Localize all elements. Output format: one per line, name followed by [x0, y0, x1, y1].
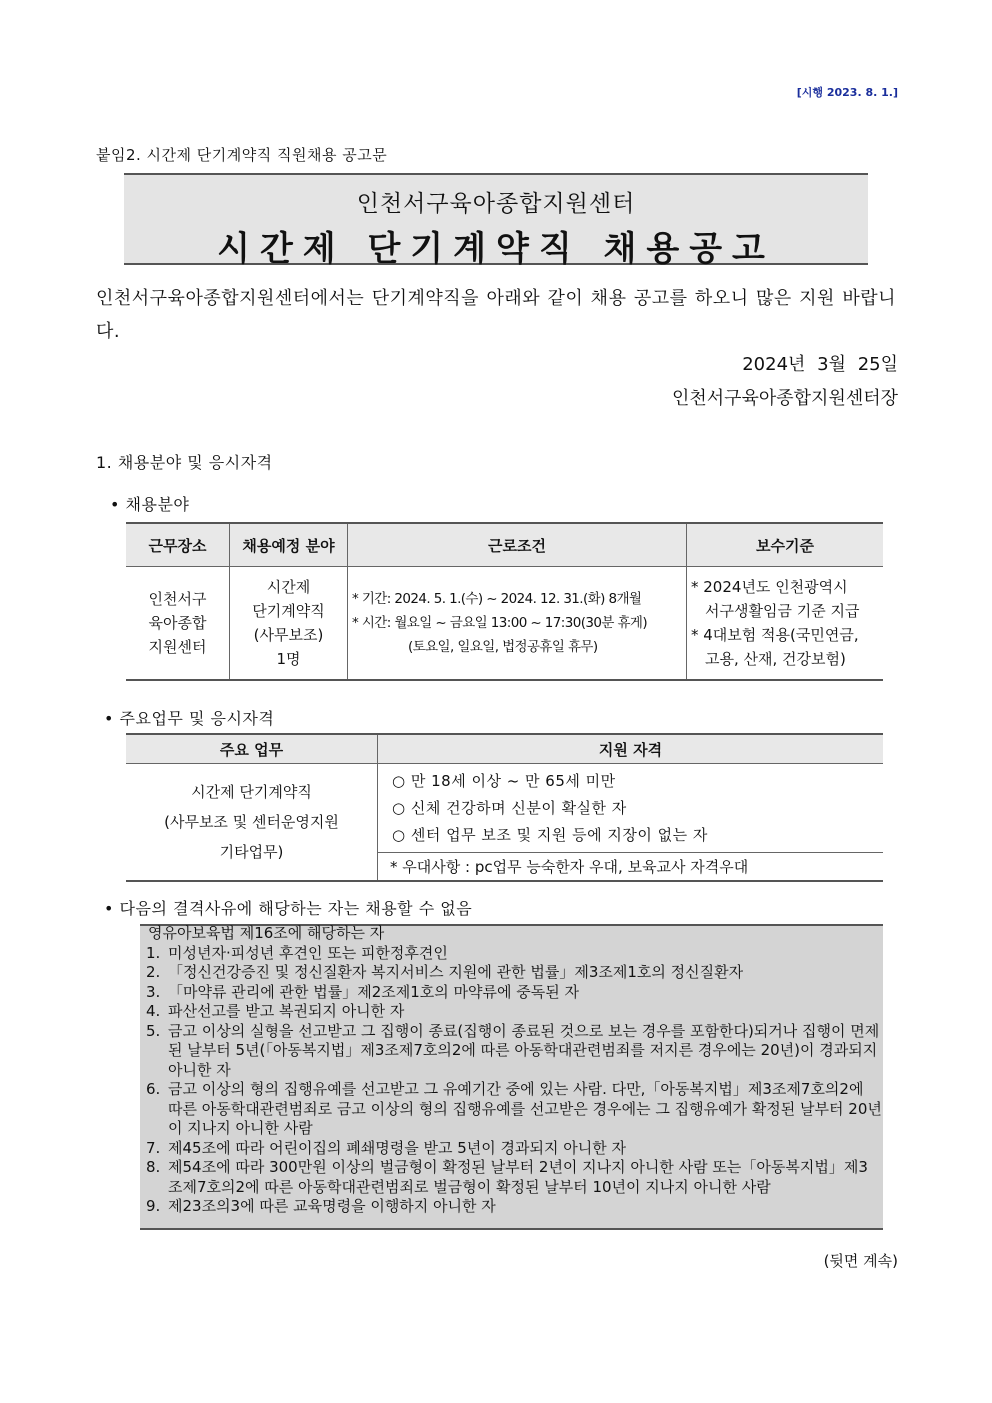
disqualification-list [146, 924, 882, 1217]
header-workplace: 근무장소 [126, 523, 230, 567]
cell-line: 시간제 단기계약직 [191, 783, 312, 801]
item-text: 금고 이상의 실형을 선고받고 그 집행이 종료(집행이 종료된 것으로 보는 경우를 포함한다)되거나 집행이 면제된 날부터 5년(「아동복지법」제3조제7호의2에 따른 아동학대관련범죄를 저지른 경우에는 20년)이 경과되지 아니한 자 [168, 1021, 880, 1079]
recruit-field-table [126, 522, 883, 681]
item-number: 6. [146, 1080, 161, 1098]
cell-line: (사무보조) [253, 626, 324, 644]
attachment-title: 붙임2. 시간제 단기계약직 직원채용 공고문 [96, 146, 388, 164]
item-text: 금고 이상의 형의 집행유예를 선고받고 그 유예기간 중에 있는 사람. 다만,「아동복지법」제3조제7호의2에 따른 아동학대관련범죄로 금고 이상의 형의 집행유예를 선고받은 경우에는 그 집행유예가 확정된 날부터 20년이 지나지 아니한 사람 [168, 1080, 882, 1137]
conditions-cell [348, 567, 687, 681]
organization-name: 인천서구육아종합지원센터 [356, 191, 636, 217]
item-text: 「마약류 관리에 관한 법률」제2조제1호의 마약류에 중독된 자 [168, 982, 579, 1001]
duty-qualification-table [126, 733, 883, 882]
bullet-label: 주요업무 및 응시자격 [119, 709, 275, 728]
item-text: 파산선고를 받고 복권되지 아니한 자 [168, 1002, 405, 1020]
item-number: 8. [146, 1158, 161, 1176]
list-item [146, 1158, 882, 1197]
header-qualification: 지원 자격 [378, 734, 884, 764]
disqualification-header: 영유아보육법 제16조에 해당하는 자 [148, 924, 385, 942]
list-item [146, 963, 882, 983]
cell-line: * 2024년도 인천광역시 [691, 578, 848, 596]
qualification-item: ○ 신체 건강하며 신분이 확실한 자 [392, 798, 627, 817]
item-number: 7. [146, 1138, 161, 1157]
cell-line: * 4대보험 적용(국민연금, [691, 626, 859, 644]
list-item [146, 944, 882, 964]
signatory: 인천서구육아종합지원센터장 [671, 388, 898, 409]
item-text: 제54조에 따라 300만원 이상의 벌금형이 확정된 날부터 2년이 지나지 아니한 사람 또는「아동복지법」제3조제7호의2에 따른 아동학대관련범죄로 벌금형이 확정된 날부터 10년이 지나지 아니한 사람 [168, 1158, 868, 1196]
bullet-dot: • [104, 899, 114, 918]
cell-line: 1명 [276, 650, 301, 668]
item-text: 제23조의3에 따른 교육명령을 이행하지 아니한 자 [168, 1197, 496, 1215]
bullet-dot: • [104, 709, 114, 728]
list-item [146, 983, 882, 1003]
item-text: 「정신건강증진 및 정신질환자 복지서비스 지원에 관한 법률」제3조제1호의 정신질환자 [168, 963, 744, 981]
workplace-cell [126, 567, 230, 681]
list-item [146, 1002, 882, 1022]
section-heading: 1. 채용분야 및 응시자격 [96, 453, 273, 472]
cell-line: 인천서구 [148, 590, 207, 608]
list-item [146, 1022, 882, 1081]
header-pay: 보수기준 [687, 523, 884, 567]
cell-line: 지원센터 [148, 638, 207, 656]
item-number: 4. [146, 1002, 161, 1020]
qualification-item: ○ 센터 업무 보조 및 지원 등에 지장이 없는 자 [392, 825, 708, 844]
bullet-label: 다음의 결격사유에 해당하는 자는 채용할 수 없음 [119, 899, 473, 918]
enforcement-date: [시행 2023. 8. 1.] [796, 86, 898, 99]
bullet-dot: • [110, 495, 120, 514]
item-number: 9. [146, 1197, 161, 1215]
cell-line: 서구생활임금 기준 지급 [705, 602, 860, 620]
table-row [126, 567, 883, 681]
pay-cell [687, 567, 884, 681]
announcement-date: 2024년 3월 25일 [742, 354, 898, 375]
bullet-label: 채용분야 [125, 495, 190, 514]
duty-cell [126, 764, 378, 882]
item-number: 3. [146, 982, 161, 1001]
bullet-disqualification [104, 896, 472, 919]
list-item [146, 1080, 882, 1139]
header-conditions: 근로조건 [348, 523, 687, 567]
item-number: 1. [146, 943, 161, 962]
qualification-item: ○ 만 18세 이상 ~ 만 65세 미만 [392, 771, 616, 790]
cell-line: (사무보조 및 센터운영지원 [164, 813, 339, 831]
cell-line: (토요일, 일요일, 법정공휴일 휴무) [408, 639, 598, 655]
cell-line: 육아종합 [148, 614, 207, 632]
preference-cell: * 우대사항 : pc업무 능숙한자 우대, 보육교사 자격우대 [378, 853, 884, 882]
cell-line: 시간제 [266, 578, 311, 596]
title-box [124, 173, 868, 269]
cell-line: 단기계약직 [252, 602, 325, 620]
bullet-duty [104, 706, 274, 729]
continued-note: (뒷면 계속) [823, 1252, 898, 1270]
field-cell [230, 567, 348, 681]
item-number: 2. [146, 963, 161, 981]
cell-line: * 기간: 2024. 5. 1.(수) ~ 2024. 12. 31.(화) 8개월 [352, 591, 642, 607]
header-duty: 주요 업무 [126, 734, 378, 764]
cell-line: 고용, 산재, 건강보험) [705, 650, 846, 668]
list-item [146, 1197, 882, 1217]
table-row [126, 764, 883, 853]
header-field: 채용예정 분야 [230, 523, 348, 567]
cell-line: 기타업무) [219, 843, 284, 861]
item-number: 5. [146, 1021, 161, 1040]
qualification-cell [378, 764, 884, 853]
item-text: 미성년자·피성년 후견인 또는 피한정후견인 [168, 943, 448, 962]
cell-line: * 시간: 월요일 ~ 금요일 13:00 ~ 17:30(30분 휴게) [352, 615, 648, 631]
headline: 시간제 단기계약직 채용공고 [217, 229, 775, 269]
bullet-recruit-field [110, 492, 189, 515]
intro-text: 인천서구육아종합지원센터에서는 단기계약직을 아래와 같이 채용 공고를 하오니 많은 지원 바랍니다. [96, 288, 896, 342]
item-text: 제45조에 따라 어린이집의 폐쇄명령을 받고 5년이 경과되지 아니한 자 [168, 1138, 627, 1157]
list-item [146, 1139, 882, 1159]
